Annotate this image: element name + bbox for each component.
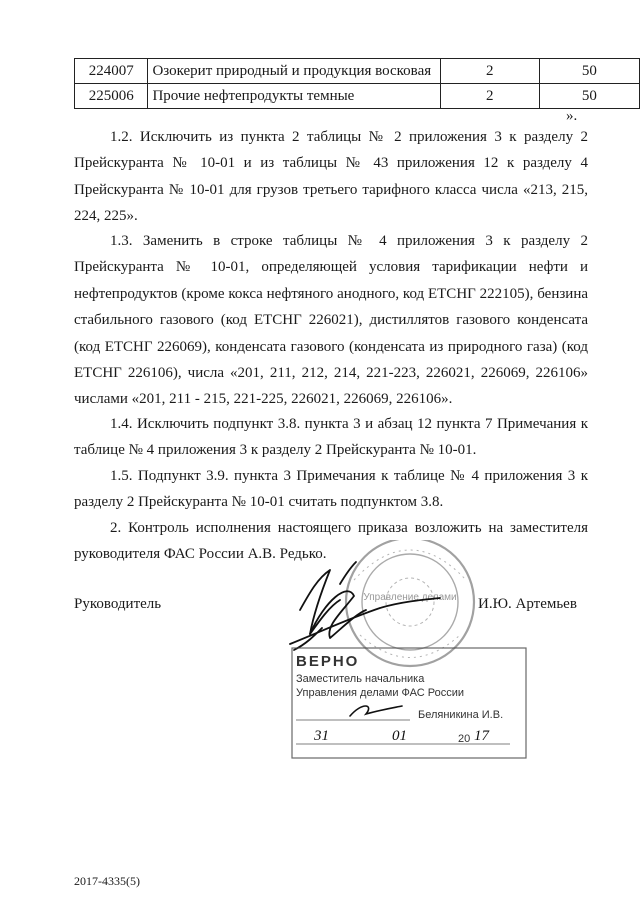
stamp-line-1: Заместитель начальника bbox=[296, 673, 425, 685]
closing-quote: ». bbox=[566, 108, 578, 124]
signatory-role: Руководитель bbox=[74, 596, 162, 612]
cell-code: 225006 bbox=[75, 84, 148, 109]
tariff-table bbox=[74, 58, 640, 109]
stamp-signature-icon bbox=[350, 706, 402, 716]
document-reference: 2017-4335(5) bbox=[74, 874, 140, 888]
stamp-year-prefix: 20 bbox=[458, 733, 471, 745]
paragraph-1-5 bbox=[74, 463, 588, 516]
verno-stamp bbox=[292, 648, 526, 758]
table-row bbox=[75, 59, 640, 84]
paragraph-text: 2. Контроль исполнения настоящего приказа возложить на заместителя руководителя ФАС России А.В. Редько. bbox=[74, 520, 588, 563]
cell-code: 224007 bbox=[75, 59, 148, 84]
paragraph-2 bbox=[74, 515, 588, 568]
paragraph-text: 1.4. Исключить подпункт 3.8. пункта 3 и абзац 12 пункта 7 Примечания к таблице № 4 приложения 3 к разделу 2 Прейскуранта № 10-01. bbox=[74, 416, 588, 459]
paragraph-text: 1.3. Заменить в строке таблицы № 4 приложения 3 к разделу 2 Прейскуранта № 10-01, определяющей условия тарификации нефти и нефтепродуктов (кроме кокса нефтяного анодного, код ЕТСНГ 222105), бензина стабильного газового (код ЕТСНГ 226021), дистиллятов газового конденсата (код ЕТСНГ 226069), конденсата газового (конденсата из природного газа) (код ЕТСНГ 226106), числа «201, 211, 212, 214, 221-223, 226021, 226069, 226106» числами «201, 211 - 215, 221-225, 226021, 226069, 226106». bbox=[74, 233, 588, 408]
stamp-title: ВЕРНО bbox=[296, 653, 360, 670]
stamp-month: 01 bbox=[392, 728, 407, 744]
stamp-year-suffix: 17 bbox=[474, 728, 489, 744]
stamp-line-2: Управления делами ФАС России bbox=[296, 687, 464, 699]
paragraph-text: 1.2. Исключить из пункта 2 таблицы № 2 приложения 3 к разделу 2 Прейскуранта № 10-01 и из таблицы № 43 приложения 12 к разделу 4 Прейскуранта № 10-01 для грузов третьего тарифного класса числа «213, 215, 224, 225». bbox=[74, 129, 588, 225]
handwritten-signature bbox=[290, 562, 440, 650]
cell-name: Прочие нефтепродукты темные bbox=[148, 84, 440, 109]
stamp-person: Беляникина И.В. bbox=[418, 709, 504, 721]
signatory-name: И.Ю. Артемьев bbox=[478, 596, 577, 612]
seal-text: Управление делами bbox=[363, 592, 457, 603]
cell-class: 2 bbox=[440, 84, 539, 109]
paragraph-1-4 bbox=[74, 411, 588, 464]
cell-value: 50 bbox=[539, 84, 639, 109]
certification-stamp bbox=[270, 540, 530, 780]
cell-name: Озокерит природный и продукция восковая bbox=[148, 59, 440, 84]
cell-value: 50 bbox=[539, 59, 639, 84]
cell-class: 2 bbox=[440, 59, 539, 84]
paragraph-1-3 bbox=[74, 228, 588, 413]
table-row bbox=[75, 84, 640, 109]
stamp-day: 31 bbox=[314, 728, 329, 744]
paragraph-text: 1.5. Подпункт 3.9. пункта 3 Примечания к таблице № 4 приложения 3 к разделу 2 Прейскуранта № 10-01 считать подпунктом 3.8. bbox=[74, 468, 588, 511]
paragraph-1-2 bbox=[74, 124, 588, 230]
